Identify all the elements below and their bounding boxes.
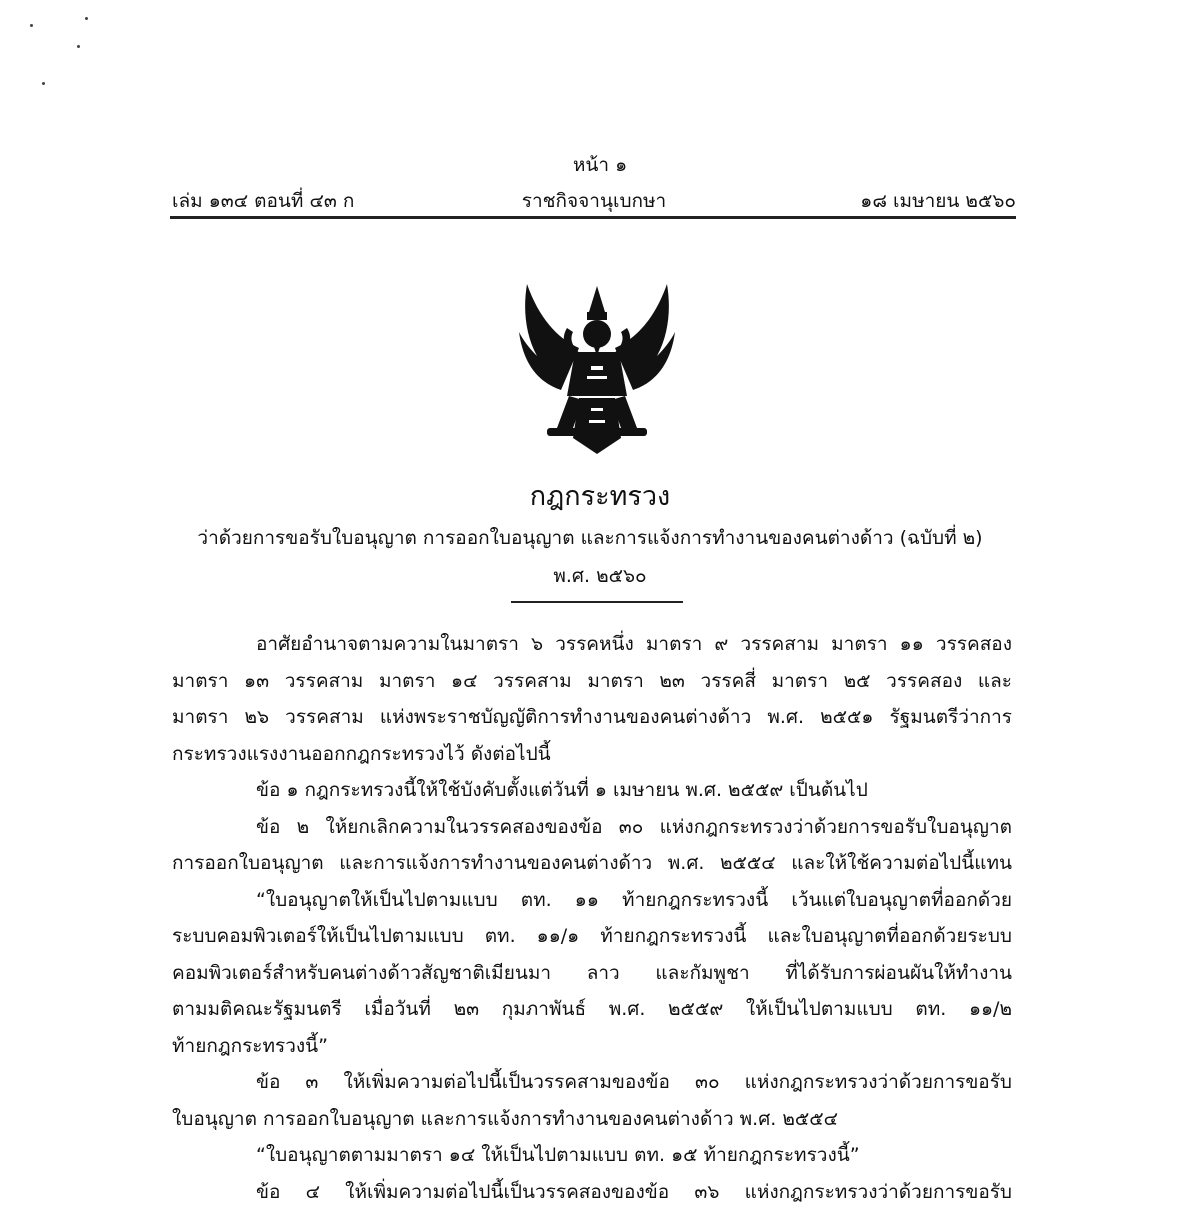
body-line: มาตรา ๒๖ วรรคสาม แห่งพระราชบัญญัติการทำงานของคนต่างด้าว พ.ศ. ๒๕๕๑ รัฐมนตรีว่าการ xyxy=(172,699,1012,736)
body-line: กระทรวงแรงงานออกกฎกระทรวงไว้ ดังต่อไปนี้ xyxy=(172,736,1012,773)
body-line: มาตรา ๑๓ วรรคสาม มาตรา ๑๔ วรรคสาม มาตรา ๒๓ วรรคสี่ มาตรา ๒๕ วรรคสอง และ xyxy=(172,663,1012,700)
document-body xyxy=(172,626,1012,1210)
garuda-emblem-icon xyxy=(517,278,677,458)
body-line: ระบบคอมพิวเตอร์ให้เป็นไปตามแบบ ตท. ๑๑/๑ ท้ายกฎกระทรวงนี้ และใบอนุญาตที่ออกด้วยระบบ xyxy=(172,918,1012,955)
body-line: “ใบอนุญาตให้เป็นไปตามแบบ ตท. ๑๑ ท้ายกฎกระทรวงนี้ เว้นแต่ใบอนุญาตที่ออกด้วย xyxy=(172,882,1012,919)
gazette-header xyxy=(172,186,1016,214)
volume-issue: เล่ม ๑๓๔ ตอนที่ ๔๓ ก xyxy=(172,186,354,216)
document-subtitle: ว่าด้วยการขอรับใบอนุญาต การออกใบอนุญาต และการแจ้งการทำงานของคนต่างด้าว (ฉบับที่ ๒) xyxy=(0,523,1180,553)
page-number: หน้า ๑ xyxy=(0,150,1200,180)
scan-speck xyxy=(77,45,80,48)
body-line: ข้อ ๓ ให้เพิ่มความต่อไปนี้เป็นวรรคสามของข้อ ๓๐ แห่งกฎกระทรวงว่าด้วยการขอรับ xyxy=(172,1064,1012,1101)
scan-speck xyxy=(30,24,33,27)
body-line: ข้อ ๒ ให้ยกเลิกความในวรรคสองของข้อ ๓๐ แห่งกฎกระทรวงว่าด้วยการขอรับใบอนุญาต xyxy=(172,809,1012,846)
scan-speck xyxy=(42,82,45,85)
body-line: ใบอนุญาต การออกใบอนุญาต และการแจ้งการทำงานของคนต่างด้าว พ.ศ. ๒๕๕๔ xyxy=(172,1101,1012,1138)
header-rule xyxy=(170,216,1016,219)
body-line: ตามมติคณะรัฐมนตรี เมื่อวันที่ ๒๓ กุมภาพันธ์ พ.ศ. ๒๕๕๙ ให้เป็นไปตามแบบ ตท. ๑๑/๒ xyxy=(172,991,1012,1028)
body-line: การออกใบอนุญาต และการแจ้งการทำงานของคนต่างด้าว พ.ศ. ๒๕๕๔ และให้ใช้ความต่อไปนี้แทน xyxy=(172,845,1012,882)
body-line: ข้อ ๔ ให้เพิ่มความต่อไปนี้เป็นวรรคสองของข้อ ๓๖ แห่งกฎกระทรวงว่าด้วยการขอรับ xyxy=(172,1174,1012,1210)
body-line: ข้อ ๑ กฎกระทรวงนี้ให้ใช้บังคับตั้งแต่วันที่ ๑ เมษายน พ.ศ. ๒๕๕๙ เป็นต้นไป xyxy=(172,772,1012,809)
scan-speck xyxy=(85,17,88,20)
body-line: “ใบอนุญาตตามมาตรา ๑๔ ให้เป็นไปตามแบบ ตท. ๑๕ ท้ายกฎกระทรวงนี้” xyxy=(172,1137,1012,1174)
publication-name: ราชกิจจานุเบกษา xyxy=(172,186,1016,216)
publication-date: ๑๘ เมษายน ๒๕๖๐ xyxy=(860,186,1016,216)
body-line: คอมพิวเตอร์สำหรับคนต่างด้าวสัญชาติเมียนมา ลาว และกัมพูชา ที่ได้รับการผ่อนผันให้ทำงาน xyxy=(172,955,1012,992)
document-title: กฎกระทรวง xyxy=(0,474,1200,517)
document-year: พ.ศ. ๒๕๖๐ xyxy=(0,561,1200,591)
body-line: อาศัยอำนาจตามความในมาตรา ๖ วรรคหนึ่ง มาตรา ๙ วรรคสาม มาตรา ๑๑ วรรคสอง xyxy=(172,626,1012,663)
title-divider xyxy=(511,601,683,603)
body-line: ท้ายกฎกระทรวงนี้” xyxy=(172,1028,1012,1065)
